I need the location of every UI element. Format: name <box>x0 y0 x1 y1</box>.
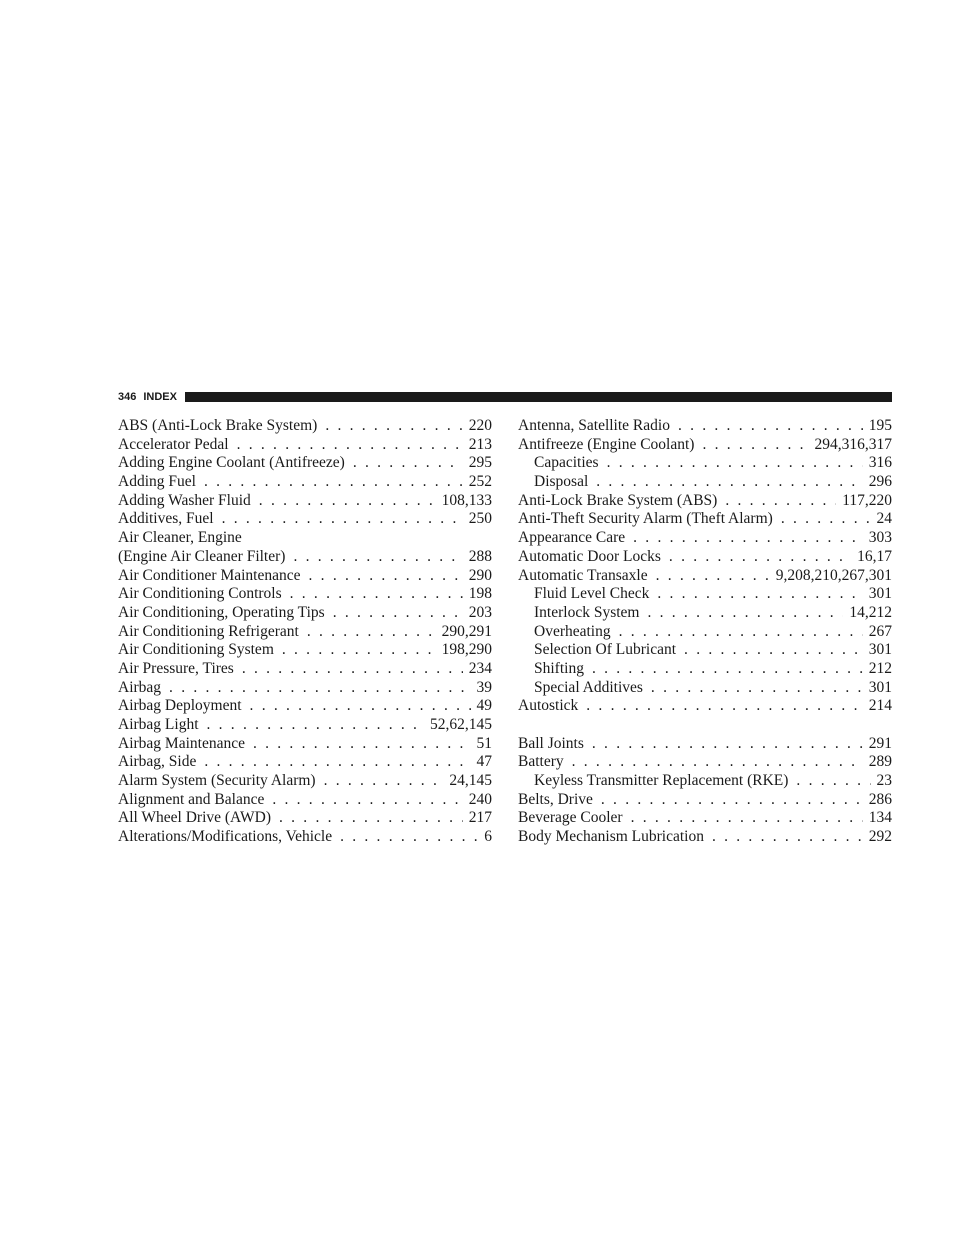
index-term: Automatic Transaxle <box>518 566 648 584</box>
index-subentry <box>518 604 892 623</box>
index-term: Appearance Care <box>518 529 626 547</box>
index-page-refs: 267 <box>868 622 892 640</box>
index-term: Fluid Level Check <box>534 585 650 603</box>
index-term: Air Conditioning Controls <box>118 585 282 603</box>
index-term: Disposal <box>534 473 589 491</box>
index-subentry <box>518 623 892 642</box>
index-term: Additives, Fuel <box>118 510 214 528</box>
index-term: Air Conditioning Refrigerant <box>118 622 299 640</box>
dot-leader <box>781 510 871 529</box>
index-entry <box>118 679 492 698</box>
dot-leader <box>279 809 463 828</box>
index-term: Airbag Maintenance <box>118 734 245 752</box>
index-term: Keyless Transmitter Replacement (RKE) <box>534 772 789 790</box>
index-entry <box>518 716 892 735</box>
index-term: Airbag, Side <box>118 753 197 771</box>
index-page-refs: 47 <box>476 753 492 771</box>
index-term: Air Pressure, Tires <box>118 659 234 677</box>
index-page-refs: 24,145 <box>449 772 492 790</box>
index-term: Autostick <box>518 697 579 715</box>
index-entry <box>518 753 892 772</box>
dot-leader <box>204 753 470 772</box>
dot-leader <box>253 735 471 754</box>
index-page-refs: 24 <box>876 510 892 528</box>
dot-leader <box>204 473 463 492</box>
dot-leader <box>333 604 463 623</box>
index-term: Airbag Light <box>118 716 199 733</box>
dot-leader <box>169 679 470 698</box>
index-term: Air Conditioning System <box>118 641 274 659</box>
index-entry <box>518 791 892 810</box>
section-title: INDEX <box>143 391 177 403</box>
index-entry <box>118 548 492 567</box>
index-page-refs: 134 <box>868 809 892 827</box>
index-page-refs: 220 <box>468 417 492 434</box>
index-subentry <box>518 772 892 791</box>
dot-leader <box>353 454 463 473</box>
dot-leader <box>293 548 462 567</box>
index-page-refs: 213 <box>468 435 492 453</box>
dot-leader <box>586 697 862 716</box>
index-page-refs: 296 <box>868 473 892 491</box>
index-term: Airbag <box>118 678 162 696</box>
index-term: Alarm System (Security Alarm) <box>118 772 316 790</box>
dot-leader <box>592 735 863 754</box>
index-entry <box>518 492 892 511</box>
index-page-refs: 49 <box>476 697 492 715</box>
index-page-refs: 212 <box>868 659 892 677</box>
index-page-refs: 289 <box>868 753 892 771</box>
dot-leader <box>250 697 471 716</box>
index-page-refs: 6 <box>484 828 492 846</box>
index-entry <box>118 604 492 623</box>
index-entry <box>518 809 892 828</box>
index-term: Battery <box>518 753 564 771</box>
index-entry <box>118 492 492 511</box>
index-page-refs: 295 <box>468 454 492 472</box>
dot-leader <box>607 454 863 473</box>
dot-leader <box>631 809 863 828</box>
dot-leader <box>601 791 863 810</box>
index-entry <box>118 716 492 735</box>
index-page-refs: 316 <box>868 454 892 472</box>
index-page-refs: 252 <box>468 473 492 491</box>
index-term: Air Conditioning, Operating Tips <box>118 603 325 621</box>
index-page-refs: 23 <box>876 772 892 790</box>
index-term: Selection Of Lubricant <box>534 641 677 659</box>
index-entry <box>518 510 892 529</box>
index-entry <box>518 828 892 847</box>
index-page-refs: 16,17 <box>857 547 892 565</box>
index-term: Alterations/Modifications, Vehicle <box>118 828 333 846</box>
index-page-refs: 290 <box>468 566 492 584</box>
index-term: Adding Engine Coolant (Antifreeze) <box>118 454 345 472</box>
index-subentry <box>518 641 892 660</box>
index-page-refs: 286 <box>868 790 892 808</box>
header-rule <box>185 392 892 402</box>
dot-leader <box>207 716 425 735</box>
index-subentry <box>518 660 892 679</box>
dot-leader <box>307 623 436 642</box>
index-term: Ball Joints <box>518 734 584 752</box>
index-column-right <box>518 417 892 847</box>
index-term: Antifreeze (Engine Coolant) <box>518 435 695 453</box>
dot-leader <box>651 679 863 698</box>
index-term: Air Cleaner, Engine <box>118 529 242 547</box>
dot-leader <box>702 436 808 455</box>
dot-leader <box>282 641 436 660</box>
index-entry <box>118 809 492 828</box>
index-page-refs: 52,62,145 <box>430 716 492 733</box>
index-page-refs: 195 <box>868 417 892 434</box>
dot-leader <box>324 772 444 791</box>
dot-leader <box>259 492 436 511</box>
index-entry <box>118 417 492 436</box>
index-page-refs: 301 <box>868 585 892 603</box>
dot-leader <box>237 436 463 455</box>
dot-leader <box>596 473 863 492</box>
index-page-refs: 292 <box>868 828 892 846</box>
index-term: Beverage Cooler <box>518 809 623 827</box>
dot-leader <box>669 548 851 567</box>
index-entry <box>118 436 492 455</box>
index-entry <box>118 585 492 604</box>
index-term: Alignment and Balance <box>118 790 265 808</box>
index-entry <box>118 567 492 586</box>
index-page-refs: 291 <box>868 734 892 752</box>
index-term: Antenna, Satellite Radio <box>518 417 670 434</box>
index-term: All Wheel Drive (AWD) <box>118 809 271 827</box>
index-page-refs: 14,212 <box>849 603 892 621</box>
dot-leader <box>290 585 463 604</box>
index-term: Body Mechanism Lubrication <box>518 828 704 846</box>
index-entry <box>518 417 892 436</box>
index-entry <box>118 641 492 660</box>
index-entry <box>518 735 892 754</box>
index-column-left <box>118 417 492 847</box>
index-page-refs: 234 <box>468 659 492 677</box>
index-term: Anti-Theft Security Alarm (Theft Alarm) <box>518 510 773 528</box>
index-page-refs: 301 <box>868 678 892 696</box>
index-term: Special Additives <box>534 678 643 696</box>
index-page-refs: 117,220 <box>842 491 892 509</box>
index-entry <box>118 454 492 473</box>
index-page-refs: 290,291 <box>441 622 492 640</box>
index-entry <box>518 697 892 716</box>
dot-leader <box>657 585 862 604</box>
index-page-refs: 198,290 <box>441 641 492 659</box>
dot-leader <box>796 772 870 791</box>
index-term: Adding Washer Fluid <box>118 491 251 509</box>
page-number: 346 <box>118 391 137 403</box>
dot-leader <box>647 604 843 623</box>
index-term: Interlock System <box>534 603 640 621</box>
index-page-refs: 203 <box>468 603 492 621</box>
dot-leader <box>592 660 863 679</box>
index-term: Air Conditioner Maintenance <box>118 566 301 584</box>
index-entry <box>118 772 492 791</box>
page-header <box>118 391 892 403</box>
index-page-refs: 108,133 <box>441 491 492 509</box>
index-subentry <box>518 473 892 492</box>
index-term: Overheating <box>534 622 611 640</box>
index-entry <box>118 510 492 529</box>
dot-leader <box>242 660 463 679</box>
index-page-refs: 51 <box>476 734 492 752</box>
index-entry <box>118 473 492 492</box>
dot-leader <box>619 623 863 642</box>
index-term: Airbag Deployment <box>118 697 242 715</box>
index-entry <box>118 753 492 772</box>
index-page-refs: 9,208,210,267,301 <box>775 566 892 584</box>
index-subentry <box>518 679 892 698</box>
index-subentry <box>518 454 892 473</box>
index-page-refs: 288 <box>468 547 492 565</box>
index-term: Accelerator Pedal <box>118 435 229 453</box>
index-term: Shifting <box>534 659 584 677</box>
index-page-refs: 250 <box>468 510 492 528</box>
dot-leader <box>222 510 463 529</box>
dot-leader <box>725 492 836 511</box>
dot-leader <box>272 791 462 810</box>
index-term: (Engine Air Cleaner Filter) <box>118 547 286 565</box>
index-term: Automatic Door Locks <box>518 547 661 565</box>
dot-leader <box>325 417 462 436</box>
index-subentry <box>518 585 892 604</box>
index-entry <box>118 660 492 679</box>
index-page-refs: 240 <box>468 790 492 808</box>
dot-leader <box>633 529 863 548</box>
index-entry <box>518 436 892 455</box>
index-page-refs: 217 <box>468 809 492 827</box>
index-term: Adding Fuel <box>118 473 196 491</box>
dot-leader <box>656 567 770 586</box>
index-page-refs: 301 <box>868 641 892 659</box>
index-term: Belts, Drive <box>518 790 593 808</box>
index-entry <box>118 735 492 754</box>
index-page-refs: 198 <box>468 585 492 603</box>
dot-leader <box>684 641 863 660</box>
index-entry <box>518 567 892 586</box>
index-term: ABS (Anti-Lock Brake System) <box>118 417 318 434</box>
index-page-refs: 294,316,317 <box>814 435 892 453</box>
index-entry <box>118 529 492 548</box>
index-entry <box>518 548 892 567</box>
index-term: Capacities <box>534 454 599 472</box>
dot-leader <box>678 417 863 436</box>
index-entry <box>518 529 892 548</box>
index-term: Anti-Lock Brake System (ABS) <box>518 491 718 509</box>
dot-leader <box>340 828 478 847</box>
index-entry <box>118 828 492 847</box>
index-page-refs: 303 <box>868 529 892 547</box>
index-entry <box>118 623 492 642</box>
dot-leader <box>309 567 463 586</box>
index-page-refs: 214 <box>868 697 892 715</box>
index-page-refs: 39 <box>476 678 492 696</box>
dot-leader <box>712 828 863 847</box>
index-entry <box>118 791 492 810</box>
index-entry <box>118 697 492 716</box>
dot-leader <box>572 753 863 772</box>
